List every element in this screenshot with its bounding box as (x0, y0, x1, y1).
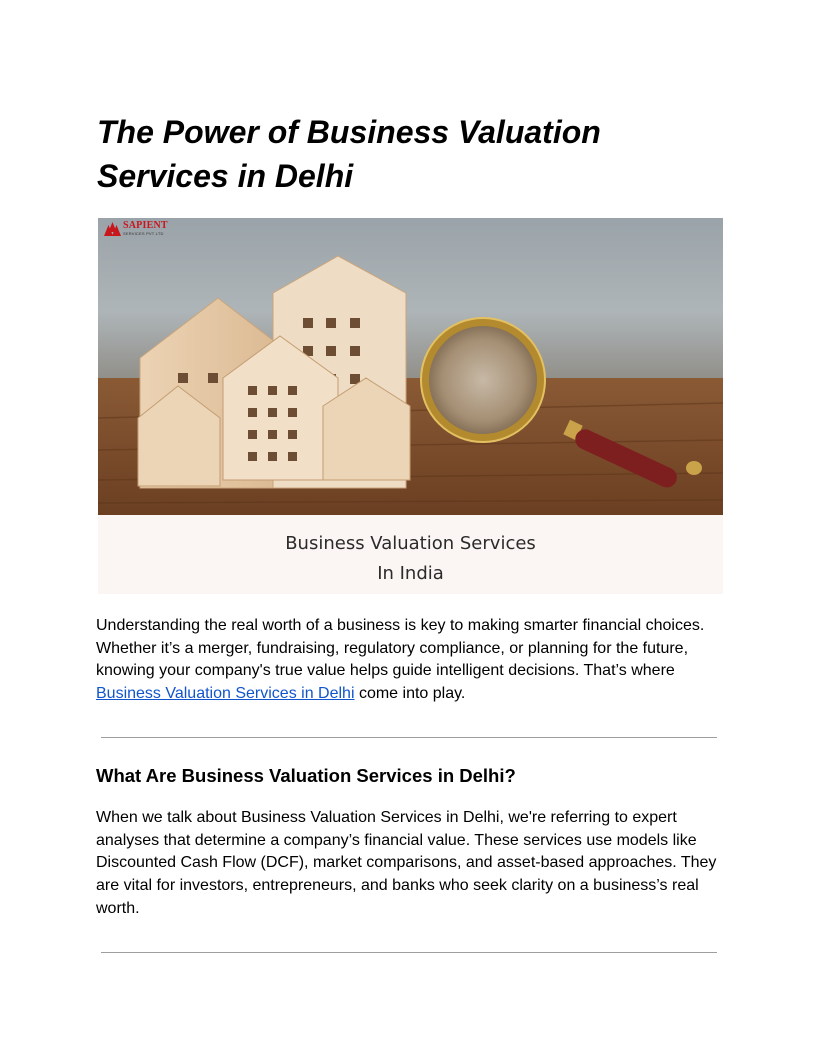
page-title: The Power of Business Valuation Services in Delhi (97, 114, 601, 194)
divider (101, 952, 717, 953)
houses-magnifier-photo (98, 218, 723, 515)
sapient-logo (104, 221, 168, 237)
divider (101, 737, 717, 738)
section-paragraph: When we talk about Business Valuation Services in Delhi, we're referring to expert analyses that determine a company’s financial value. These services use models like Discounted Cash Flow (DCF), market comparisons, and asset-based approaches. They are vital for investors, entrepreneurs, and banks who seek clarity on a business’s real worth. (96, 809, 717, 917)
section-heading: What Are Business Valuation Services in Delhi? (96, 765, 516, 786)
hero-caption (98, 529, 723, 589)
intro-text-end: come into play. (354, 685, 466, 703)
caption-line-2: In India (377, 563, 444, 584)
triangle-logo-icon (104, 222, 121, 236)
intro-paragraph (96, 615, 726, 706)
hero-image (98, 218, 723, 594)
intro-text: Understanding the real worth of a business is key to making smarter financial choices. Whether it’s a merger, fundraising, regulatory compliance, or planning for the future, knowing your company's true value helps guide intelligent decisions. That’s where (96, 617, 705, 680)
logo-name: SAPIENT (123, 220, 168, 231)
business-valuation-link[interactable]: Business Valuation Services in Delhi (96, 685, 355, 703)
logo-subtitle: SERVICES PVT LTD (123, 231, 164, 236)
caption-line-1: Business Valuation Services (285, 533, 536, 554)
